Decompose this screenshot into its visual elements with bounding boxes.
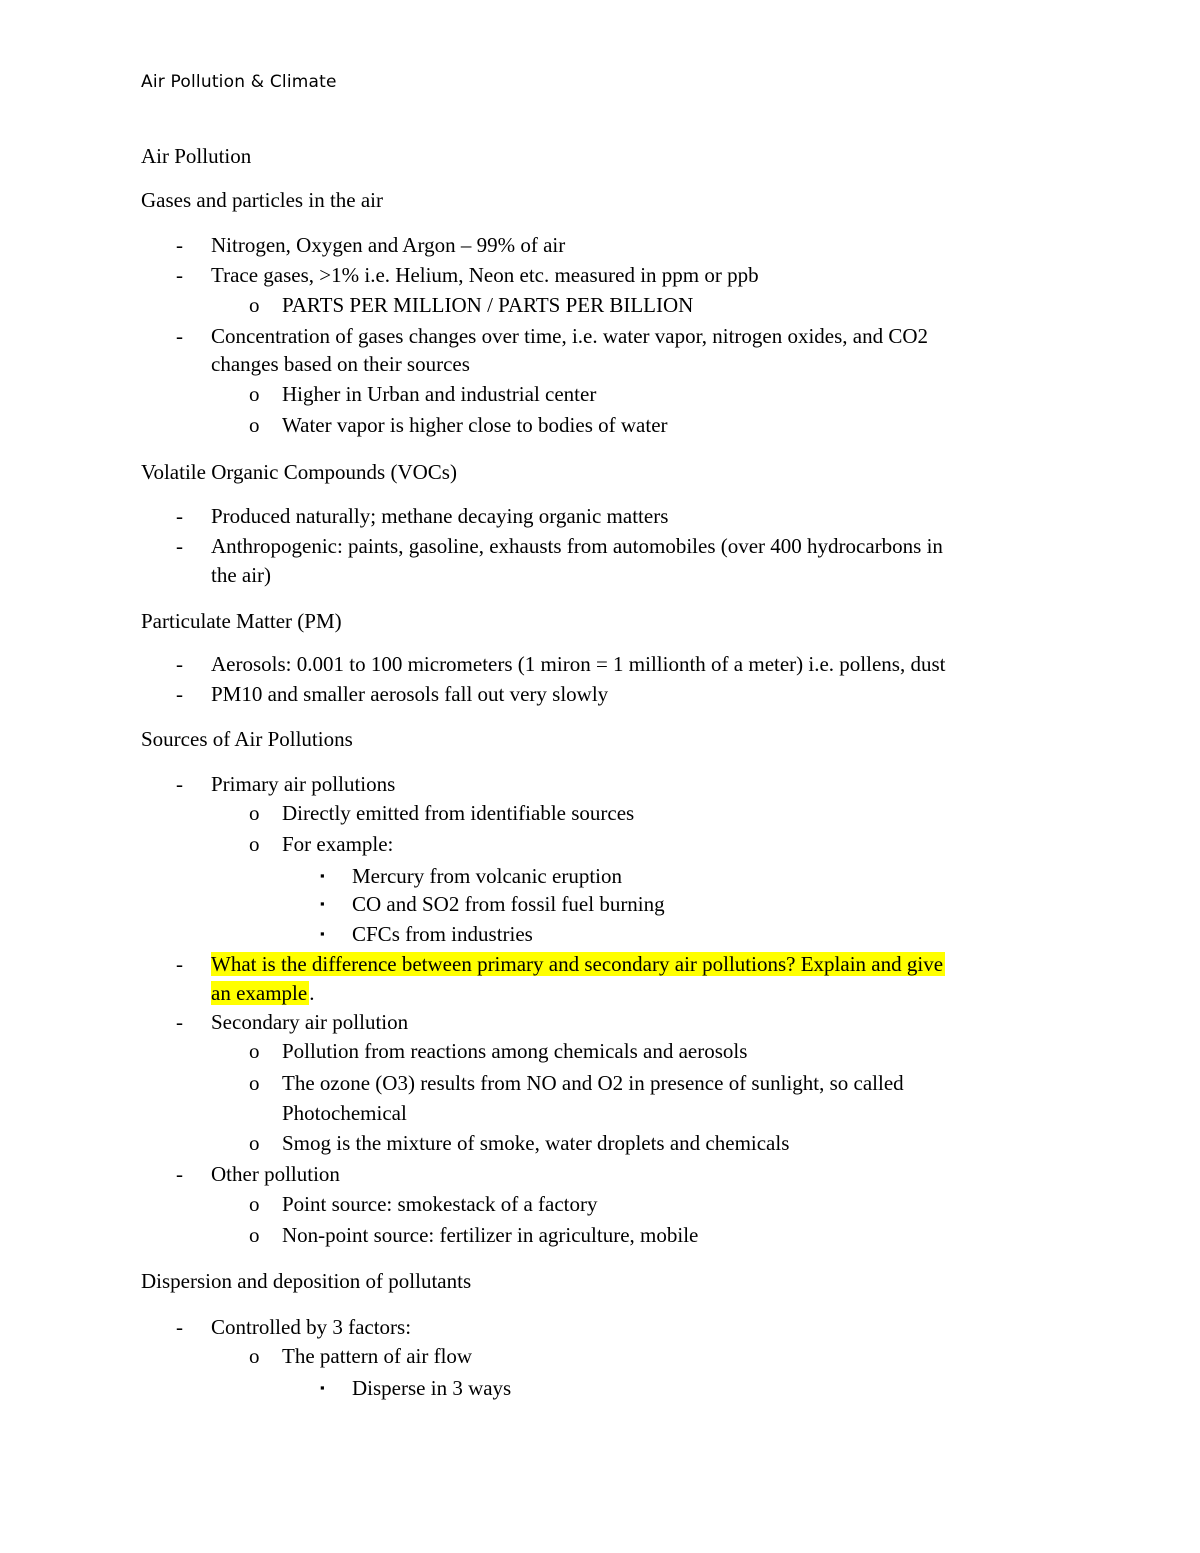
subbullet-for-example: For example:: [282, 832, 394, 856]
square-marker: ▪: [320, 896, 325, 911]
section-heading-particulate-matter: Particulate Matter (PM): [141, 609, 342, 633]
bullet-anthropogenic-line2: the air): [211, 563, 272, 587]
bullet-pm10: PM10 and smaller aerosols fall out very slowly: [211, 682, 609, 706]
circle-marker: o: [249, 832, 260, 856]
subbullet-urban: Higher in Urban and industrial center: [282, 382, 597, 406]
item-disperse: Disperse in 3 ways: [352, 1376, 512, 1400]
section-heading-air-pollution: Air Pollution: [141, 144, 252, 168]
dash-marker: -: [176, 682, 183, 706]
bullet-secondary: Secondary air pollution: [211, 1010, 409, 1034]
bullet-produced-naturally: Produced naturally; methane decaying organic matters: [211, 504, 669, 528]
question-period: .: [309, 981, 315, 1005]
circle-marker: o: [249, 413, 260, 437]
bullet-aerosols: Aerosols: 0.001 to 100 micrometers (1 miron = 1 millionth of a meter) i.e. pollens, dust: [211, 652, 946, 676]
dash-marker: -: [176, 1010, 183, 1034]
bullet-trace-gases: Trace gases, >1% i.e. Helium, Neon etc. measured in ppm or ppb: [211, 263, 759, 287]
section-heading-dispersion: Dispersion and deposition of pollutants: [141, 1269, 472, 1293]
dash-marker: -: [176, 534, 183, 558]
document-header-title: Air Pollution & Climate: [141, 72, 337, 92]
square-marker: ▪: [320, 1380, 325, 1395]
subbullet-smog: Smog is the mixture of smoke, water droplets and chemicals: [282, 1131, 790, 1155]
circle-marker: o: [249, 1039, 260, 1063]
subbullet-directly-emitted: Directly emitted from identifiable sources: [282, 801, 635, 825]
circle-marker: o: [249, 1071, 260, 1095]
subbullet-air-flow: The pattern of air flow: [282, 1344, 473, 1368]
subbullet-reactions: Pollution from reactions among chemicals and aerosols: [282, 1039, 748, 1063]
item-cfcs: CFCs from industries: [352, 922, 533, 946]
subbullet-ozone-line1: The ozone (O3) results from NO and O2 in presence of sunlight, so called: [282, 1071, 904, 1095]
subbullet-water-vapor: Water vapor is higher close to bodies of water: [282, 413, 668, 437]
square-marker: ▪: [320, 868, 325, 883]
square-marker: ▪: [320, 926, 325, 941]
highlighted-question-line2: [211, 980, 314, 1006]
bullet-anthropogenic-line1: Anthropogenic: paints, gasoline, exhausts from automobiles (over 400 hydrocarbons in: [211, 534, 943, 558]
dash-marker: -: [176, 772, 183, 796]
bullet-nitrogen: Nitrogen, Oxygen and Argon – 99% of air: [211, 233, 566, 257]
paragraph-gases-particles: Gases and particles in the air: [141, 188, 383, 212]
dash-marker: -: [176, 1162, 183, 1186]
bullet-controlled: Controlled by 3 factors:: [211, 1315, 412, 1339]
dash-marker: -: [176, 504, 183, 528]
dash-marker: -: [176, 324, 183, 348]
item-co-so2: CO and SO2 from fossil fuel burning: [352, 892, 665, 916]
dash-marker: -: [176, 652, 183, 676]
circle-marker: o: [249, 1131, 260, 1155]
item-mercury: Mercury from volcanic eruption: [352, 864, 622, 888]
highlight-span: an example: [211, 981, 308, 1005]
section-heading-sources: Sources of Air Pollutions: [141, 727, 353, 751]
subbullet-non-point-source: Non-point source: fertilizer in agriculture, mobile: [282, 1223, 699, 1247]
bullet-primary: Primary air pollutions: [211, 772, 396, 796]
circle-marker: o: [249, 801, 260, 825]
dash-marker: -: [176, 233, 183, 257]
circle-marker: o: [249, 1344, 260, 1368]
dash-marker: -: [176, 952, 183, 976]
highlighted-question-line1: [211, 951, 945, 977]
subbullet-point-source: Point source: smokestack of a factory: [282, 1192, 598, 1216]
dash-marker: -: [176, 263, 183, 287]
section-heading-vocs: Volatile Organic Compounds (VOCs): [141, 460, 457, 484]
circle-marker: o: [249, 1192, 260, 1216]
circle-marker: o: [249, 1223, 260, 1247]
highlight-span: What is the difference between primary and secondary air pollutions? Explain and give: [211, 952, 944, 976]
bullet-other-pollution: Other pollution: [211, 1162, 340, 1186]
circle-marker: o: [249, 293, 260, 317]
circle-marker: o: [249, 382, 260, 406]
subbullet-ppm: PARTS PER MILLION / PARTS PER BILLION: [282, 293, 694, 317]
dash-marker: -: [176, 1315, 183, 1339]
bullet-concentration-line2: changes based on their sources: [211, 352, 470, 376]
bullet-concentration-line1: Concentration of gases changes over time, i.e. water vapor, nitrogen oxides, and CO2: [211, 324, 929, 348]
subbullet-ozone-line2: Photochemical: [282, 1101, 407, 1125]
